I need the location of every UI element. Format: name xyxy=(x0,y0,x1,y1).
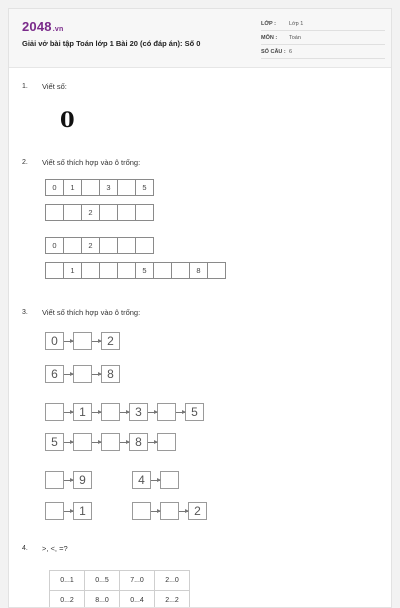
strip-cell[interactable] xyxy=(117,179,136,196)
arrow-right-icon xyxy=(64,374,73,375)
chain-box: 6 xyxy=(45,365,64,383)
site-logo[interactable] xyxy=(22,19,63,34)
logo-suffix: .vn xyxy=(53,26,64,33)
number-chain-2 xyxy=(45,365,120,383)
strip-cell[interactable] xyxy=(117,204,136,221)
number-strip-2 xyxy=(45,204,153,221)
arrow-right-icon xyxy=(92,442,101,443)
arrow-right-icon xyxy=(120,442,129,443)
comparison-cell[interactable]: 2...0 xyxy=(155,571,190,591)
strip-cell: 2 xyxy=(81,204,100,221)
chain-box[interactable] xyxy=(101,433,120,451)
strip-cell[interactable] xyxy=(117,262,136,279)
number-chain-4 xyxy=(45,433,176,451)
chain-box: 8 xyxy=(101,365,120,383)
arrow-right-icon xyxy=(92,374,101,375)
meta-class-label: LỚP : xyxy=(261,21,276,27)
meta-subject-row xyxy=(261,33,385,45)
chain-box: 5 xyxy=(45,433,64,451)
chain-box[interactable] xyxy=(160,471,179,489)
strip-cell: 8 xyxy=(189,262,208,279)
comparison-cell[interactable]: 0...2 xyxy=(50,591,85,608)
strip-cell: 0 xyxy=(45,237,64,254)
number-chain-1 xyxy=(45,332,120,350)
arrow-right-icon xyxy=(148,412,157,413)
number-chain-8 xyxy=(132,502,207,520)
chain-box: 9 xyxy=(73,471,92,489)
arrow-right-icon xyxy=(120,412,129,413)
chain-box[interactable] xyxy=(45,471,64,489)
strip-cell[interactable] xyxy=(135,237,154,254)
chain-box[interactable] xyxy=(73,365,92,383)
question-1-text: Viết số: xyxy=(42,82,67,91)
comparison-table xyxy=(49,570,190,608)
arrow-right-icon xyxy=(92,341,101,342)
strip-cell[interactable] xyxy=(135,204,154,221)
number-strip-3 xyxy=(45,237,153,254)
comparison-cell[interactable]: 7...0 xyxy=(120,571,155,591)
document-title: Giải vở bài tập Toán lớp 1 Bài 20 (có đáp án): Số 0 xyxy=(22,39,200,48)
strip-cell[interactable] xyxy=(99,204,118,221)
chain-box: 5 xyxy=(185,403,204,421)
chain-box[interactable] xyxy=(157,403,176,421)
comparison-cell[interactable]: 0...4 xyxy=(120,591,155,608)
question-3-number: 3. xyxy=(22,309,28,316)
question-2-number: 2. xyxy=(22,159,28,166)
arrow-right-icon xyxy=(64,412,73,413)
table-row xyxy=(50,571,190,591)
logo-text: 2048 xyxy=(22,19,52,34)
number-chain-3 xyxy=(45,403,204,421)
arrow-right-icon xyxy=(176,412,185,413)
chain-box: 2 xyxy=(101,332,120,350)
strip-cell: 0 xyxy=(45,179,64,196)
comparison-cell[interactable]: 0...5 xyxy=(85,571,120,591)
question-3-text: Viết số thích hợp vào ô trống: xyxy=(42,308,140,317)
strip-cell[interactable] xyxy=(153,262,172,279)
arrow-right-icon xyxy=(64,511,73,512)
strip-cell[interactable] xyxy=(99,237,118,254)
arrow-right-icon xyxy=(179,511,188,512)
chain-box[interactable] xyxy=(132,502,151,520)
chain-box: 1 xyxy=(73,502,92,520)
question-4-text: >, <, =? xyxy=(42,544,68,553)
strip-cell: 1 xyxy=(63,179,82,196)
strip-cell[interactable] xyxy=(45,204,64,221)
strip-cell[interactable] xyxy=(81,262,100,279)
arrow-right-icon xyxy=(148,442,157,443)
meta-subject-value: Toán xyxy=(289,35,301,41)
chain-box: 1 xyxy=(73,403,92,421)
meta-subject-label: MÔN : xyxy=(261,35,277,41)
chain-box[interactable] xyxy=(73,332,92,350)
number-chain-5 xyxy=(45,471,92,489)
question-2-text: Viết số thích hợp vào ô trống: xyxy=(42,158,140,167)
question-4-number: 4. xyxy=(22,545,28,552)
number-strip-1 xyxy=(45,179,153,196)
comparison-cell[interactable]: 2...2 xyxy=(155,591,190,608)
strip-cell: 2 xyxy=(81,237,100,254)
question-1-answer: 0 xyxy=(60,107,75,132)
chain-box: 3 xyxy=(129,403,148,421)
chain-box: 8 xyxy=(129,433,148,451)
chain-box: 4 xyxy=(132,471,151,489)
strip-cell[interactable] xyxy=(99,262,118,279)
strip-cell: 5 xyxy=(135,262,154,279)
number-chain-7 xyxy=(45,502,92,520)
arrow-right-icon xyxy=(64,442,73,443)
number-strip-4 xyxy=(45,262,225,279)
strip-cell[interactable] xyxy=(63,204,82,221)
chain-box[interactable] xyxy=(45,403,64,421)
chain-box[interactable] xyxy=(160,502,179,520)
arrow-right-icon xyxy=(64,341,73,342)
strip-cell[interactable] xyxy=(81,179,100,196)
comparison-cell[interactable]: 0...1 xyxy=(50,571,85,591)
strip-cell[interactable] xyxy=(207,262,226,279)
arrow-right-icon xyxy=(92,412,101,413)
meta-count-row xyxy=(261,47,385,59)
arrow-right-icon xyxy=(151,480,160,481)
meta-class-row xyxy=(261,19,385,31)
arrow-right-icon xyxy=(151,511,160,512)
document-header xyxy=(9,9,392,68)
strip-cell[interactable] xyxy=(117,237,136,254)
chain-box[interactable] xyxy=(73,433,92,451)
table-row xyxy=(50,591,190,608)
strip-cell[interactable] xyxy=(63,237,82,254)
chain-box[interactable] xyxy=(157,433,176,451)
strip-cell: 3 xyxy=(99,179,118,196)
meta-count-label: SỐ CÂU : xyxy=(261,49,286,55)
worksheet xyxy=(8,8,392,608)
arrow-right-icon xyxy=(64,480,73,481)
question-1-number: 1. xyxy=(22,83,28,90)
chain-box: 2 xyxy=(188,502,207,520)
strip-cell: 5 xyxy=(135,179,154,196)
strip-cell: 1 xyxy=(63,262,82,279)
meta-count-value: 6 xyxy=(289,49,292,55)
comparison-cell[interactable]: 8...0 xyxy=(85,591,120,608)
meta-class-value: Lớp 1 xyxy=(289,21,303,27)
number-chain-6 xyxy=(132,471,179,489)
chain-box[interactable] xyxy=(101,403,120,421)
chain-box: 0 xyxy=(45,332,64,350)
chain-box[interactable] xyxy=(45,502,64,520)
strip-cell[interactable] xyxy=(45,262,64,279)
strip-cell[interactable] xyxy=(171,262,190,279)
